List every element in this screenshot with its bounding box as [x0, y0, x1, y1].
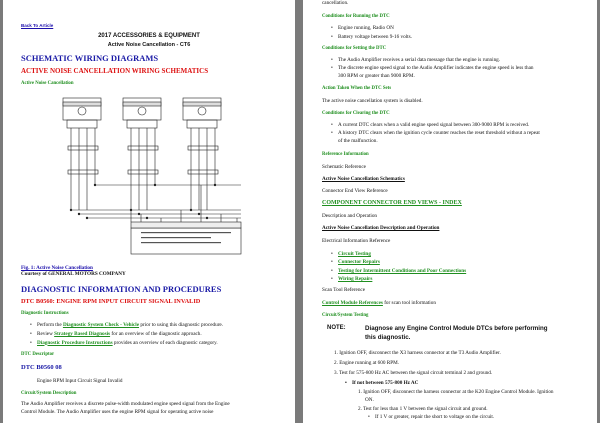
step-3: 3. Test for 575-800 Hz AC between the signal circuit terminal 2 and ground.: [334, 370, 493, 376]
cond-running-label: Conditions for Running the DTC: [322, 14, 390, 19]
figure-caption-link[interactable]: Fig. 1: Active Noise Cancellation: [21, 265, 93, 271]
circuit-desc-label: Circuit/System Description: [21, 391, 77, 396]
cond-clearing-list: [330, 121, 540, 145]
list-item: [330, 258, 466, 266]
electrical-info-reference: Electrical Information Reference: [322, 238, 391, 244]
list-item: • Perform the Diagnostic System Check - Vehicle prior to using this diagnostic procedure.: [29, 321, 223, 330]
electrical-links-list: [330, 250, 466, 284]
figure-courtesy: Courtesy of GENERAL MOTORS COMPANY: [21, 271, 126, 277]
connector-repairs-link[interactable]: Connector Repairs: [338, 259, 380, 266]
description-operation: Description and Operation: [322, 213, 378, 219]
dtc-descriptor-label: DTC Descriptor: [21, 352, 55, 357]
step-3-condition: [344, 380, 418, 386]
intermittent-conditions-link[interactable]: Testing for Intermittent Conditions and Poor Connections: [338, 267, 467, 274]
dtc-title: DTC B0560: ENGINE RPM INPUT CIRCUIT SIGNAL INVALID: [21, 298, 201, 305]
list-item: • If not between 575-800 Hz AC: [344, 380, 418, 386]
control-module-references-link[interactable]: Control Module References: [322, 300, 383, 306]
cond-clearing-label: Conditions for Clearing the DTC: [322, 111, 390, 116]
description-operation-link[interactable]: Active Noise Cancellation Description and Operation: [322, 225, 440, 231]
step-1: 1. Ignition OFF, disconnect the X3 harness connector at the T3 Audio Amplifier.: [334, 350, 501, 356]
note-text-line1: Diagnose any Engine Control Module DTCs before performing: [365, 325, 548, 332]
substep-1a: 1. Ignition OFF, disconnect the harness connector at the K20 Engine Control Module. Ignition: [358, 389, 554, 395]
continued-text: cancellation.: [322, 0, 349, 6]
list-item: • The discrete engine speed signal to the Audio Amplifier indicates the engine speed is less than 300 RPM or greater than 9000 RPM.: [330, 64, 534, 80]
module-1: [63, 98, 101, 120]
list-item: • A current DTC clears when a valid engine speed signal between 300-9000 RPM is received.: [330, 121, 540, 129]
left-page: [3, 0, 295, 423]
audio-amplifier-module: [131, 228, 241, 254]
right-page: [303, 0, 597, 423]
connector-end-view-reference: Connector End View Reference: [322, 188, 388, 194]
cond-setting-list: [330, 56, 534, 80]
diagnostic-title: DIAGNOSTIC INFORMATION AND PROCEDURES: [21, 284, 222, 294]
list-item: • Review Strategy Based Diagnosis for an overview of the diagnostic approach.: [29, 330, 223, 339]
note-label: NOTE:: [327, 325, 346, 331]
reference-info-label: Reference Information: [322, 152, 369, 157]
action-label: Action Taken When the DTC Sets: [322, 86, 392, 91]
diag-instructions-list: [29, 321, 223, 347]
dtc-descriptor-text: Engine RPM Input Circuit Signal Invalid: [37, 378, 123, 384]
note-text-line2: this diagnostic.: [365, 334, 411, 341]
header-subtitle: Active Noise Cancellation - CT6: [107, 42, 191, 48]
dtc-code: DTC B0560 08: [21, 364, 62, 371]
cond-setting-label: Conditions for Setting the DTC: [322, 46, 387, 51]
substep-2-bullet: [367, 414, 494, 420]
diagnostic-system-check-link[interactable]: Diagnostic System Check - Vehicle: [62, 322, 140, 328]
circuit-testing-label: Circuit/System Testing: [322, 313, 369, 318]
schematic-reference: Schematic Reference: [322, 164, 366, 170]
wiring-repairs-link[interactable]: Wiring Repairs: [338, 276, 373, 283]
circuit-testing-link[interactable]: Circuit Testing: [338, 251, 371, 257]
component-connector-link[interactable]: COMPONENT CONNECTOR END VIEWS - INDEX: [322, 200, 462, 206]
circuit-desc-line1: The Audio Amplifier receives a discrete pulse-width modulated engine speed signal from the Engine: [21, 401, 230, 407]
schematics-link[interactable]: Active Noise Cancellation Schematics: [322, 176, 405, 182]
cond-running-list: [330, 24, 412, 41]
step-2: 2. Engine running at 600 RPM.: [334, 360, 399, 366]
wiring-schematic: [41, 90, 256, 258]
strategy-based-diagnosis-link[interactable]: Strategy Based Diagnosis: [54, 330, 111, 337]
subsection-title: ACTIVE NOISE CANCELLATION WIRING SCHEMATICS: [21, 67, 209, 75]
control-module-line: Control Module References for scan tool information: [322, 300, 436, 306]
diagnostic-procedure-instructions-link[interactable]: Diagnostic Procedure Instructions: [37, 339, 113, 346]
list-item: • Engine running, Radio ON: [330, 24, 412, 33]
schematic-label: Active Noise Cancellation: [21, 81, 74, 86]
action-text: The active noise cancellation system is disabled.: [322, 98, 423, 104]
substep-2: 2. Test for less than 1 V between the signal circuit and ground.: [358, 406, 488, 412]
header-title: 2017 ACCESSORIES & EQUIPMENT: [98, 33, 200, 39]
substep-1b: ON.: [365, 397, 374, 403]
list-item: [330, 267, 466, 275]
back-to-article-link[interactable]: Back To Article: [21, 23, 54, 28]
diag-instructions-label: Diagnostic Instructions: [21, 311, 69, 316]
list-item: • Diagnostic Procedure Instructions provides an overview of each diagnostic category.: [29, 339, 223, 348]
list-item: [330, 275, 466, 283]
list-item: • Battery voltage between 9-16 volts.: [330, 33, 412, 42]
module-2: [123, 98, 161, 120]
module-3: [183, 98, 221, 120]
section-title: SCHEMATIC WIRING DIAGRAMS: [21, 53, 159, 63]
list-item: • The Audio Amplifier receives a serial data message that the engine is running.: [330, 56, 534, 64]
scan-tool-reference: Scan Tool Reference: [322, 287, 366, 293]
list-item: [330, 250, 466, 258]
circuit-desc-line2: Control Module. The Audio Amplifier uses the engine RPM signal for operating active noise: [21, 409, 214, 415]
list-item: • If 1 V or greater, repair the short to voltage on the circuit.: [367, 414, 494, 420]
list-item: • A history DTC clears when the ignition cycle counter reaches the reset threshold without a repeat of the malfunction.: [330, 129, 540, 145]
